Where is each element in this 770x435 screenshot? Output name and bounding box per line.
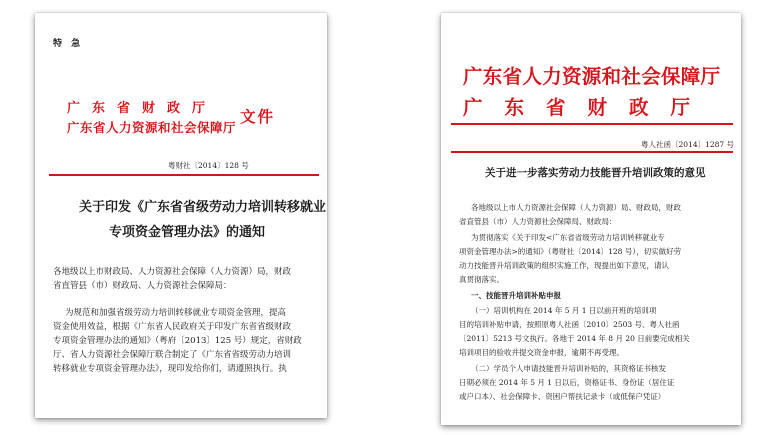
document-title: 关于进一步落实劳动力技能晋升培训政策的意见 (485, 167, 706, 179)
body-line: 真贯彻落实。 (459, 275, 504, 284)
body-line: 日期必须在 2014 年 5 月 1 日以后，资格证书、身份证（居住证 (459, 378, 675, 387)
issuer-finance-dept: 广东省财政厅 (463, 96, 713, 119)
section-heading: 一、技能晋升培训补贴申报 (471, 291, 561, 300)
body-line: 培训项目的验收并提交资金申报，逾期不再受理。 (459, 348, 624, 357)
left-document-page (35, 13, 327, 418)
red-divider-rule (49, 174, 319, 176)
right-document-page (441, 13, 741, 425)
document-title-line1: 关于印发《广东省省级劳动力培训转移就业 (79, 200, 327, 215)
body-line: 转移就业专项资金管理办法》，现印发给你们，请遵照执行。执 (53, 364, 287, 374)
body-line: 厅、省人力资源社会保障厅联合制定了《广东省省级劳动力培训 (53, 350, 292, 360)
issuer-finance-dept: 广东省财政厅 (67, 101, 218, 116)
body-line: （一）培训机构在 2014 年 5 月 1 日以前开班的培训项 (471, 306, 657, 315)
body-line: （二）学员个人申请技能晋升培训补贴的，其资格证书核发 (471, 364, 666, 373)
issuer-hr-dept: 广东省人力资源和社会保障厅 (67, 120, 237, 135)
red-divider-rule (451, 151, 733, 153)
document-type-label: 文件 (240, 107, 276, 126)
document-number: 粤人社函〔2014〕1287 号 (641, 140, 735, 149)
issuer-hr-dept: 广东省人力资源和社会保障厅 (463, 65, 721, 88)
addressee-line: 各地级以上市人力资源社会保障（人力资源）局、财政局，财政 (471, 203, 681, 212)
addressee-line: 省直管县（市）人力资源社会保障局、财政局： (459, 217, 617, 226)
body-line: 专项资金管理办法的通知》（粤府〔2013〕125 号）规定，省财政 (53, 336, 302, 346)
body-line: 为贯彻落实《关于印发<广东省省级劳动力培训转移就业专 (471, 233, 665, 242)
body-line: 项资金管理办法>的通知》（粤财社〔2014〕128 号），切实做好劳 (459, 247, 682, 256)
body-line: 资金使用效益，根据《广东省人民政府关于印发广东省省级财政 (53, 322, 292, 332)
urgency-mark: 特 急 (53, 39, 84, 49)
body-line: 〔2011〕5213 号文执行。各地于 2014 年 8 月 20 日前要完成相关 (459, 334, 690, 343)
red-divider-rule (451, 123, 733, 125)
body-line: 为规范和加强省级劳动力培训转移就业专项资金管理，提高 (65, 308, 287, 318)
body-line: 目的培训补贴申请，按照原粤人社函〔2010〕2503 号、粤人社函 (459, 320, 680, 329)
body-line: 或户口本）、社会保障卡、资困户帮扶记录卡（或低保户凭证） (459, 392, 666, 401)
document-title-line2: 专项资金管理办法》的通知 (109, 225, 266, 240)
body-line: 动力技能晋升培训政策的组织实施工作，现提出如下意见，请认 (459, 261, 669, 270)
addressee-line: 各地级以上市财政局、人力资源社会保障（人力资源）局，财政 (53, 267, 292, 277)
document-number: 粤财社〔2014〕128 号 (168, 161, 249, 170)
addressee-line: 省直管县（市）财政局、人力资源社会保障局： (53, 281, 232, 291)
